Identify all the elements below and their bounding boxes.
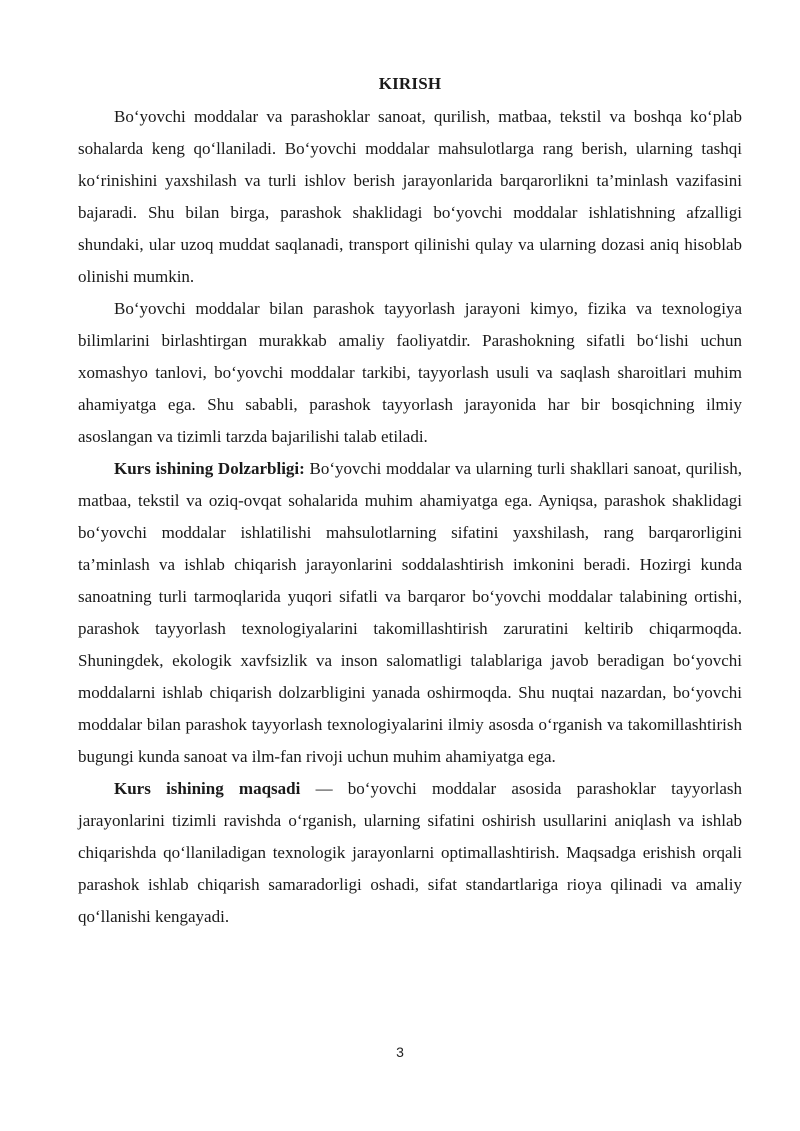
paragraph-text: — bo‘yovchi moddalar asosida parashoklar tayyorlash jarayonlarini tizimli ravishda o‘rganish, ularning sifatini oshirish usullarini aniqlash va ishlab chiqarishda qo‘llaniladigan texnologik jarayonlarni optimallashtirish. Maqsadga erishish orqali parashok ishlab chiqarish samaradorligi oshadi, sifat standartlariga rioya qilinadi va amaliy qo‘llanishi kengayadi. [78, 779, 742, 926]
paragraph-lead: Kurs ishining maqsadi [114, 779, 301, 798]
paragraph-process [78, 293, 742, 453]
paragraph-relevance [78, 453, 742, 773]
paragraph-lead: Kurs ishining Dolzarbligi: [114, 459, 305, 478]
paragraph-text: Bo‘yovchi moddalar bilan parashok tayyorlash jarayoni kimyo, fizika va texnologiya bilimlarini birlashtirgan murakkab amaliy faoliyatdir. Parashokning sifatli bo‘lishi uchun xomashyo tanlovi, bo‘yovchi moddalar tarkibi, tayyorlash usuli va saqlash sharoitlari muhim ahamiyatga ega. Shu sababli, parashok tayyorlash jarayonida har bir bosqichning ilmiy asoslangan va tizimli tarzda bajarilishi talab etiladi. [78, 299, 742, 446]
paragraph-goal [78, 773, 742, 933]
paragraph-text: Bo‘yovchi moddalar va ularning turli shakllari sanoat, qurilish, matbaa, tekstil va oziq-ovqat sohalarida muhim ahamiyatga ega. Ayniqsa, parashok shaklidagi bo‘yovchi moddalar ishlatilishi mahsulotlarning sifatini yaxshilash, rang barqarorligini ta’minlash va ishlab chiqarish jarayonlarini soddalashtirish imkonini beradi. Hozirgi kunda sanoatning turli tarmoqlarida yuqori sifatli va barqaror bo‘yovchi moddalar talabining ortishi, parashok tayyorlash texnologiyalarini takomillashtirish zaruratini keltirib chiqarmoqda. Shuningdek, ekologik xavfsizlik va inson salomatligi talablariga javob beradigan bo‘yovchi moddalarni ishlab chiqarish dolzarbligini yanada oshirmoqda. Shu nuqtai nazardan, bo‘yovchi moddalar bilan parashok tayyorlash texnologiyalarini ilmiy asosda o‘rganish va takomillashtirish bugungi kunda sanoat va ilm-fan rivoji uchun muhim ahamiyatga ega. [78, 459, 742, 766]
document-page [78, 74, 742, 933]
page-number: 3 [396, 1044, 404, 1060]
paragraph-intro [78, 101, 742, 293]
paragraph-text: Bo‘yovchi moddalar va parashoklar sanoat, qurilish, matbaa, tekstil va boshqa ko‘plab sohalarda keng qo‘llaniladi. Bo‘yovchi moddalar mahsulotlarga rang berish, ularning tashqi ko‘rinishini yaxshilash va turli ishlov berish jarayonlarida barqarorlikni ta’minlash vazifasini bajaradi. Shu bilan birga, parashok shaklidagi bo‘yovchi moddalar ishlatishning afzalligi shundaki, ular uzoq muddat saqlanadi, transport qilinishi qulay va ularning dozasi aniq hisoblab olinishi mumkin. [78, 107, 742, 286]
page-title: KIRISH [378, 74, 442, 93]
